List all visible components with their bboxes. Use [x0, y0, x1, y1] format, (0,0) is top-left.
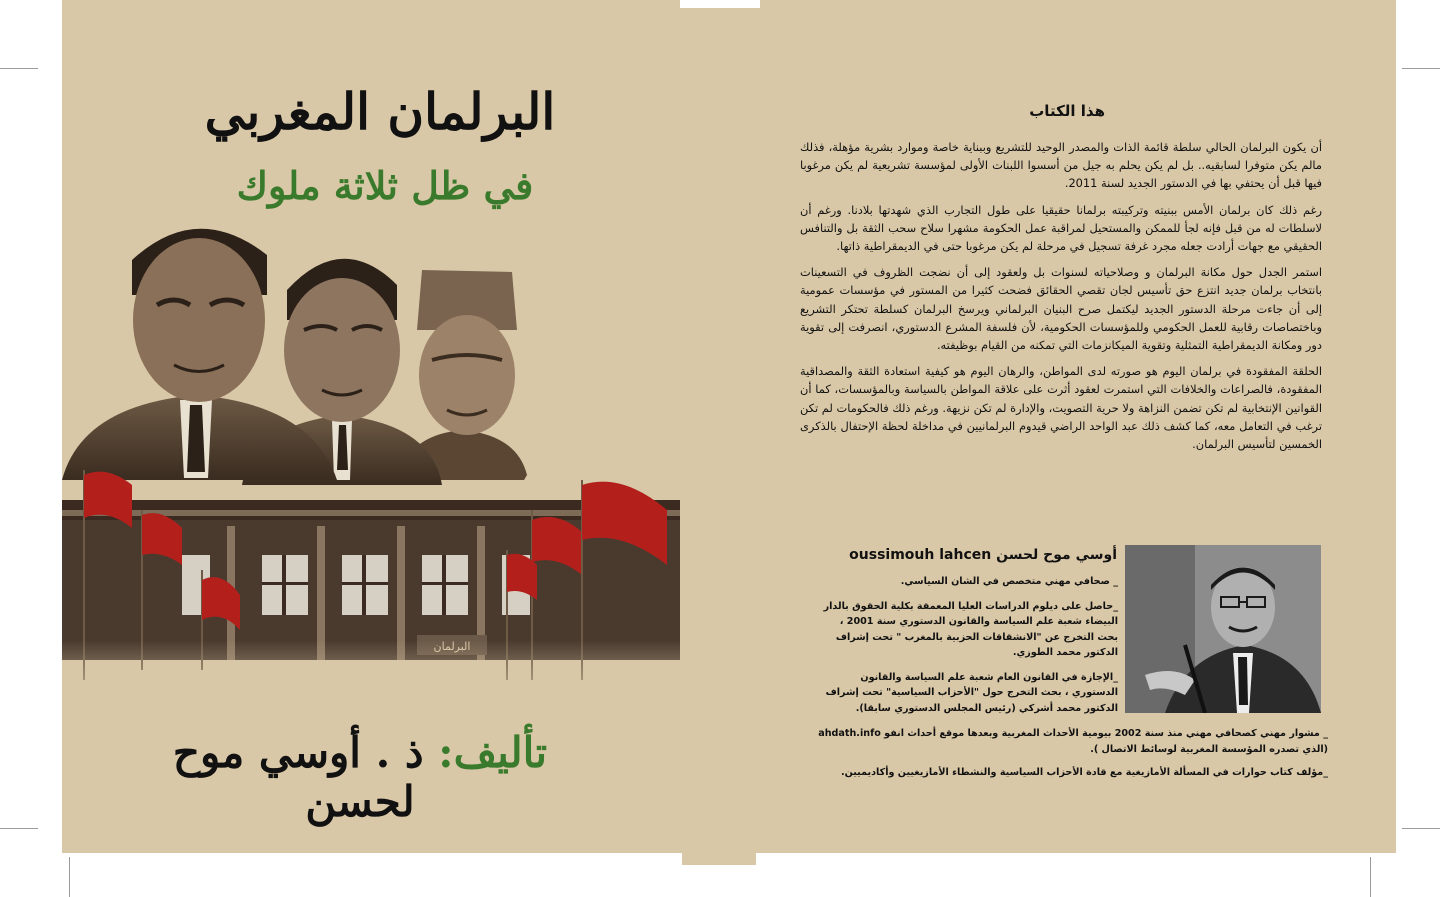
- about-paragraph: الحلقة المفقودة في برلمان اليوم هو صورته لدى المواطن، والرهان اليوم هو كيفية استعادة الثقة والمصداقية المفقودة، فالصراعات والخلافات التي استمرت لعقود أثرت على علاقة المواطن بالسياسة وبالمؤسسات، كما أن القوانين الإنتخابية لم تكن تضمن النزاهة ولا حرية التصويت، والإدارة لم تكن نزيهة. ورغم ذلك فالحكومات لم تكن ترغب في التعامل معه، كما كشف ذلك عبد الواحد الراضي قيدوم البرلمانيين في مداخلة لحظة الإحتفال بالذكرى الخمسين لتأسيس البرلمان.: [800, 364, 1322, 452]
- bio-item: _الإجازة في القانون العام شعبة علم السياسة والقانون الدستوري ، بحث التخرج حول "الأحزاب السياسية" تحت إشراف الدكتور محمد أشركي (رئيس المجلس الدستوري سابقا).: [825, 671, 1118, 714]
- cover-illustration: [62, 210, 680, 720]
- about-heading: هذا الكتاب: [1029, 102, 1105, 120]
- crop-mark: [1402, 828, 1440, 829]
- crop-mark: [1402, 68, 1440, 69]
- author-label: تأليف:: [438, 728, 548, 777]
- about-paragraph: رغم ذلك كان برلمان الأمس ببنيته وتركيبته برلمانا حقيقيا على طول التجارب الذي شهدتها بلادنا. ورغم أن لاسلطات له من قبل فإنه لجأ للممكن والمستحيل لمراقبة عمل الحكومة مشهرا سلاح سحب الثقة بل والتنافس الحقيقي مع جهات أرادت جعله مجرد غرفة تسجيل في مرحلة لم يكن مرغوبا حتى في الديمقراطية ذاتها.: [800, 202, 1322, 254]
- crop-mark: [69, 857, 70, 897]
- bio-item: _مؤلف كتاب حوارات في المسألة الأمازيغية مع قادة الأحزاب السياسية والنشطاء الأمازيغيين وأكاديميين.: [840, 767, 1328, 778]
- bio-item: _ مشوار مهني كصحافي مهني منذ سنة 2002 بيومية الأحداث المغربية وبعدها موقع أحداث انفو ahdath.info (الذي تصدره المؤسسة المغربية لوسائط الاتصال ).: [818, 728, 1328, 755]
- bio-item: _ صحافي مهني متخصص في الشان السياسي.: [900, 576, 1118, 587]
- cover-title: البرلمان المغربي: [204, 82, 556, 141]
- crop-mark: [1370, 857, 1371, 897]
- cover-subtitle: في ظل ثلاثة ملوك: [236, 163, 534, 208]
- author-bio: [818, 574, 1118, 725]
- author-photo: [1125, 545, 1321, 713]
- about-body: [800, 138, 1322, 461]
- bio-item: _حاصل على ديلوم الدراسات العليا المعمقة بكلية الحقوق بالدار البيضاء شعبة علم السياسة والقانون الدستوري سنة 2001 ، بحث التخرج عن "الانشقاقات الحزبية بالمغرب " تحت إشراف الدكتور محمد الطوزي.: [823, 600, 1118, 658]
- about-paragraph: استمر الجدل حول مكانة البرلمان و وصلاحياته لسنوات بل ولعقود إلى أن نضجت الظروف في التسعينات بانتخاب برلمان جديد انتزع حق تأسيس لجان تقصي الحقائق فضحت كثيرا من المستور في مؤسسات عمومية إلى أن جاءت مرحلة الدستور الجديد ليكتمل صرح البنيان البرلماني ويرسخ البرلمان كسلطة تحتكر التشريع وباختصاصات رقابية للعمل الحكومي وللمؤسسات الحكومية، لأن فلسفة المشرع الدستوري، انصرفت إلى تقوية دور ومكانة الديمقراطية التمثلية وتقوية الميكانزمات التي تمكنه من القيام بوظيفته.: [800, 265, 1322, 353]
- spine-gap: [680, 0, 760, 8]
- back-author-name: أوسي موح لحسن oussimouh lahcen: [849, 547, 1117, 563]
- about-paragraph: أن يكون البرلمان الحالي سلطة قائمة الذات والمصدر الوحيد للتشريع وببناية خاصة وموارد بشرية مؤهلة، فذلك مالم يكن متوفرا لسابقيه.. بل لم يكن يحلم به جيل من أسسوا اللبنات الأولى لمؤسسة تشريعية لم يكن مرغوبا فيها قبل أن يحتفي بها في الدستور الجديد لسنة 2011.: [800, 140, 1322, 191]
- author-name: ذ . أوسي موح لحسن: [172, 728, 424, 826]
- crop-mark: [0, 828, 38, 829]
- crop-mark: [0, 68, 38, 69]
- author-bio-wide: [800, 726, 1328, 789]
- spine-notch: [682, 853, 756, 865]
- cover-author: [170, 728, 550, 826]
